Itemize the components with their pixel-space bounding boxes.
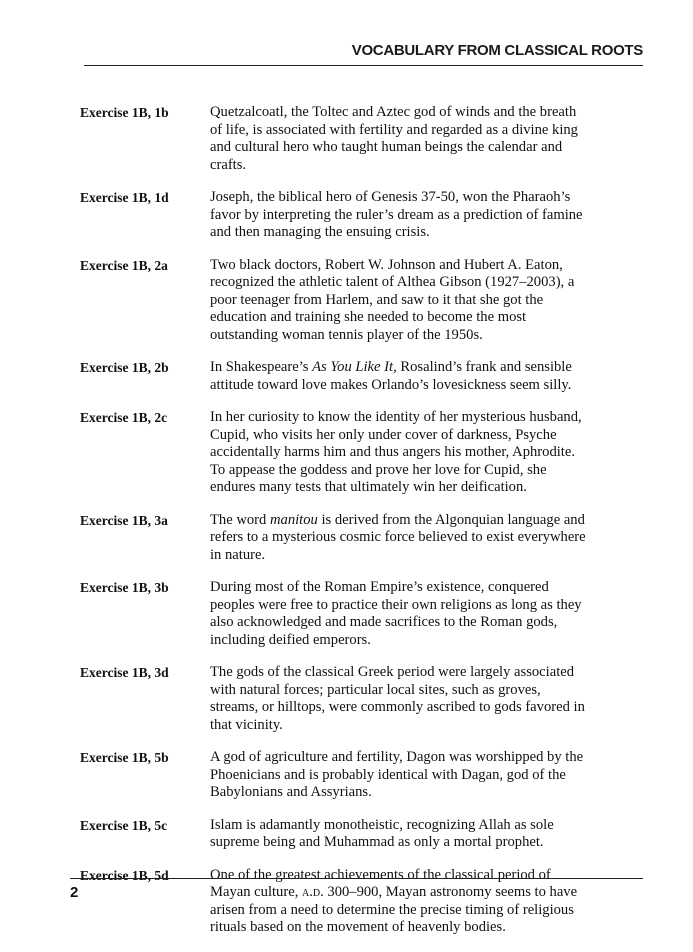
- exercise-label: Exercise 1B, 2a: [80, 257, 168, 273]
- exercise-text: Two black doctors, Robert W. Johnson and Hubert A. Eaton, recognized the athletic talent of Althea Gibson (1927–2003), a poor teenager from Harlem, and saw to it that she got the education and training she needed to become the most outstanding woman tennis player of the 1950s.: [210, 256, 575, 343]
- exercise-label: Exercise 1B, 5b: [80, 750, 169, 765]
- exercise-entry: [80, 359, 600, 394]
- exercise-entry: [80, 749, 600, 802]
- exercise-label: Exercise 1B, 5c: [80, 817, 168, 833]
- exercise-text: [210, 359, 590, 394]
- exercise-label: Exercise 1B, 1d: [80, 190, 169, 205]
- text-segment: Rosalind’s frank and sensible attitude toward love makes Orlando’s lovesickness seem silly.: [210, 359, 572, 393]
- exercise-text: [210, 512, 590, 565]
- exercise-label: Exercise 1B, 2c: [80, 410, 168, 425]
- exercise-entry: [80, 257, 600, 345]
- exercise-label: Exercise 1B, 3a: [80, 512, 168, 528]
- exercise-text: Islam is adamantly monotheistic, recognizing Allah as sole supreme being and Muhammad as only a mortal prophet.: [210, 816, 554, 850]
- exercise-entry: [80, 512, 600, 565]
- exercise-label: Exercise 1B, 3b: [80, 580, 169, 595]
- exercise-text: Joseph, the biblical hero of Genesis 37-50, won the Pharaoh’s favor by interpreting the ruler’s dream as a prediction of famine and then managing the ensuing crisis.: [210, 189, 583, 240]
- text-segment: The word: [210, 511, 270, 528]
- exercise-text: [210, 867, 590, 937]
- header-rule: [84, 65, 643, 66]
- text-segment: In Shakespeare’s: [210, 359, 313, 375]
- exercise-text: In her curiosity to know the identity of her mysterious husband, Cupid, who visits her only under cover of darkness, Psyche accidentally harms him and thus angers his mother, Aphrodite. To appease the goddess and prove her love for Cupid, she endures many tests that ultimately win her deification.: [210, 409, 582, 495]
- exercise-text: The gods of the classical Greek period were largely associated with natural forces; particular local sites, such as groves, streams, or hilltops, were commonly ascribed to gods favored in that vicinity.: [210, 664, 585, 733]
- exercise-entry: [80, 867, 600, 937]
- text-segment: 300–900, Mayan astronomy seems to have arisen from a need to determine the precise timing of religious rituals based on the movement of heavenly bodies.: [210, 884, 578, 935]
- running-header: VOCABULARY FROM CLASSICAL ROOTS: [351, 42, 643, 59]
- exercise-entry: [80, 409, 600, 497]
- exercise-text: Quetzalcoatl, the Toltec and Aztec god of winds and the breath of life, is associated with fertility and regarded as a divine king and cultural hero who taught human beings the calendar and crafts.: [210, 104, 578, 173]
- page-number: 2: [70, 884, 79, 901]
- exercise-label: Exercise 1B, 3d: [80, 665, 169, 680]
- work-title: As You Like It,: [312, 359, 397, 375]
- exercise-label: Exercise 1B, 1b: [80, 105, 169, 120]
- exercise-label: Exercise 1B, 2b: [80, 360, 169, 375]
- exercise-list: [80, 104, 600, 952]
- exercise-entry: [80, 817, 600, 852]
- italic-term: manitou: [269, 511, 318, 528]
- text-segment: One of the greatest achievements of the classical period of Mayan culture,: [210, 866, 551, 900]
- exercise-text: A god of agriculture and fertility, Dagon was worshipped by the Phoenicians and is probably identical with Dagan, god of the Babylonians and Assyrians.: [210, 749, 584, 800]
- footer-rule: [70, 878, 643, 879]
- exercise-text: During most of the Roman Empire’s existence, conquered peoples were free to practice their own religions as long as they also acknowledged and made sacrifices to the Roman gods, including deified emperors.: [210, 579, 582, 648]
- era-abbreviation: a.d.: [302, 884, 324, 900]
- exercise-entry: [80, 579, 600, 649]
- exercise-entry: [80, 664, 600, 734]
- text-segment: is derived from the Algonquian language and refers to a mysterious cosmic force believed to exist everywhere in nature.: [210, 511, 586, 563]
- exercise-label: Exercise 1B, 5d: [80, 867, 169, 883]
- exercise-entry: [80, 189, 600, 242]
- exercise-entry: [80, 104, 600, 174]
